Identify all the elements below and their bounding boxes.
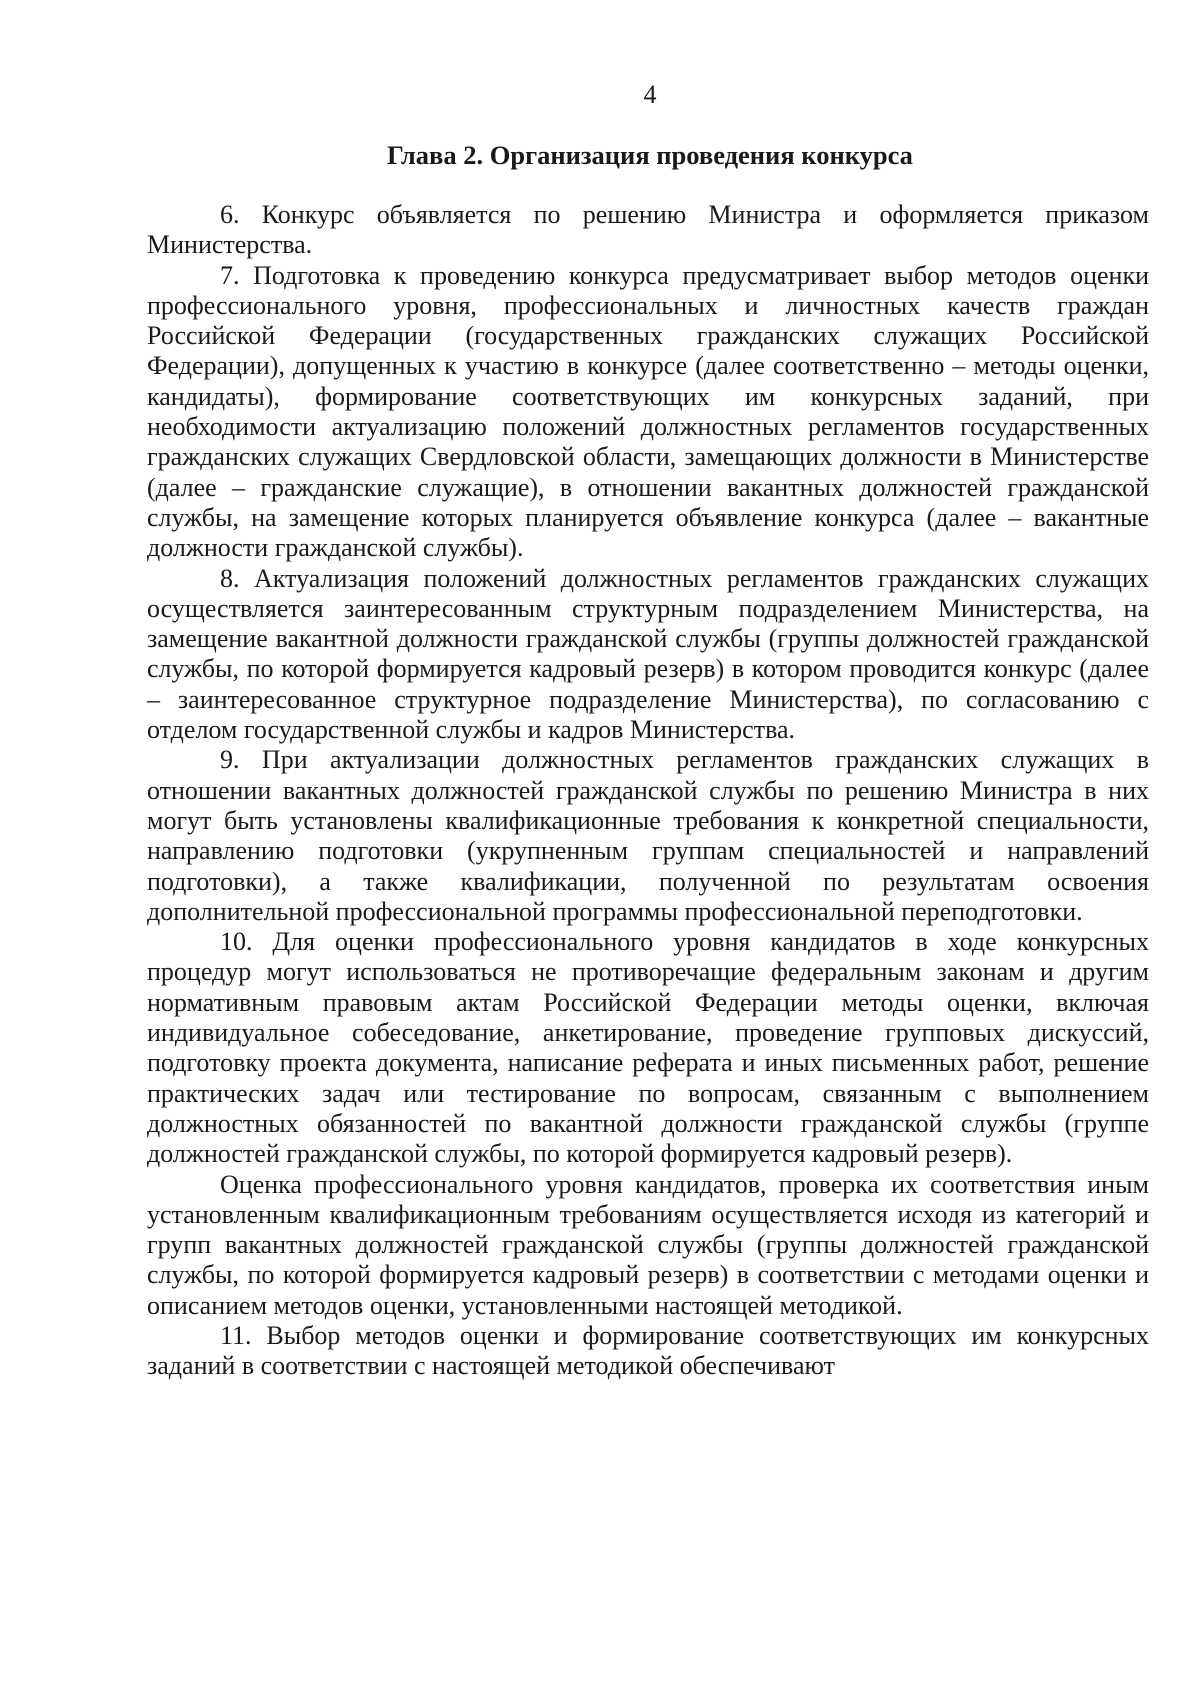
paragraph-10: 10. Для оценки профессионального уровня кандидатов в ходе конкурсных процедур могут использоваться не противоречащие федеральным законам и другим нормативным правовым актам Российской Федерации методы оценки, включая индивидуальное собеседование, анкетирование, проведение групповых дискуссий, подготовку проекта документа, написание реферата и иных письменных работ, решение практических задач или тестирование по вопросам, связанным с выполнением должностных обязанностей по вакантной должности гражданской службы (группе должностей гражданской службы, по которой формируется кадровый резерв). — [147, 927, 1149, 1169]
chapter-title: Глава 2. Организация проведения конкурса — [387, 140, 913, 170]
document-body — [147, 200, 1149, 1382]
paragraph-10-continued: Оценка профессионального уровня кандидатов, проверка их соответствия иным установленным квалификационным требованиям осуществляется исходя из категорий и групп вакантных должностей гражданской службы (группы должностей гражданской службы, по которой формируется кадровый резерв) в соответствии с методами оценки и описанием методов оценки, установленными настоящей методикой. — [147, 1169, 1149, 1320]
paragraph-9: 9. При актуализации должностных регламентов гражданских служащих в отношении вакантных должностей гражданской службы по решению Министра в них могут быть установлены квалификационные требования к конкретной специальности, направлению подготовки (укрупненным группам специальностей и направлений подготовки), а также квалификации, полученной по результатам освоения дополнительной профессиональной программы профессиональной переподготовки. — [147, 745, 1149, 926]
paragraph-7: 7. Подготовка к проведению конкурса предусматривает выбор методов оценки профессионального уровня, профессиональных и личностных качеств граждан Российской Федерации (государственных гражданских служащих Российской Федерации), допущенных к участию в конкурсе (далее соответственно – методы оценки, кандидаты), формирование соответствующих им конкурсных заданий, при необходимости актуализацию положений должностных регламентов государственных гражданских служащих Свердловской области, замещающих должности в Министерстве (далее – гражданские служащие), в отношении вакантных должностей гражданской службы, на замещение которых планируется объявление конкурса (далее – вакантные должности гражданской службы). — [147, 260, 1149, 563]
paragraph-6: 6. Конкурс объявляется по решению Министра и оформляется приказом Министерства. — [147, 200, 1149, 260]
paragraph-11: 11. Выбор методов оценки и формирование соответствующих им конкурсных заданий в соответствии с настоящей методикой обеспечивают — [147, 1320, 1149, 1381]
paragraph-8: 8. Актуализация положений должностных регламентов гражданских служащих осуществляется заинтересованным структурным подразделением Министерства, на замещение вакантной должности гражданской службы (группы должностей гражданской службы, по которой формируется кадровый резерв) в котором проводится конкурс (далее – заинтересованное структурное подразделение Министерства), по согласованию с отделом государственной службы и кадров Министерства. — [147, 563, 1149, 745]
page-number: 4 — [643, 80, 657, 109]
